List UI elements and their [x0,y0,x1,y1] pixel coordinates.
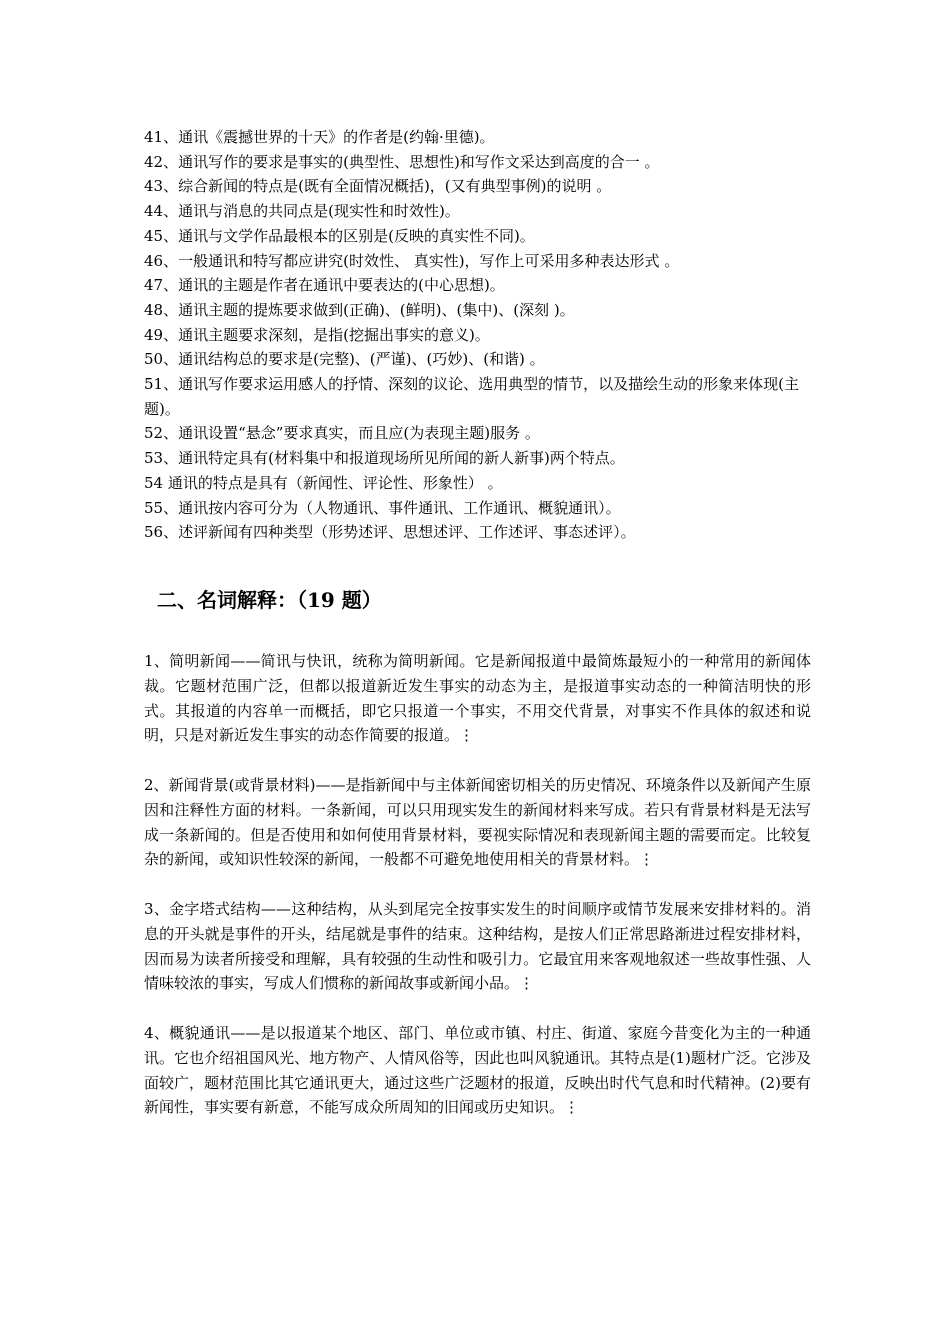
section-heading: 二、名词解释：（19 题） [157,588,382,612]
qa-item-56: 56、述评新闻有四种类型（形势述评、思想述评、工作述评、事态述评）。 [144,523,636,542]
qa-item-43: 43、综合新闻的特点是(既有全面情况概括)，(又有典型事例)的说明 。 [144,177,612,196]
qa-item-53: 53、通讯特定具有(材料集中和报道现场所见所闻的新人新事)两个特点。 [144,449,625,468]
qa-item-49: 49、通讯主题要求深刻，是指(挖掘出事实的意义)。 [144,325,490,344]
qa-item-45: 45、通讯与文学作品最根本的区别是(反映的真实性不同)。 [144,226,535,245]
term-definition-2: 2、新闻背景(或背景材料)——是指新闻中与主体新闻密切相关的历史情况、环境条件以及新闻产生原因和注释性方面的材料。一条新闻，可以只用现实发生的新闻材料来写成。若只有背景材料是无法写成一条新闻的。但是否使用和如何使用背景材料，要视实际情况和表现新闻主题的需要而定。比较复杂的新闻，或知识性较深的新闻，一般都不可避免地使用相关的背景材料。⋮ [144,775,811,869]
term-definition-3: 3、金字塔式结构——这种结构，从头到尾完全按事实发生的时间顺序或情节发展来安排材料的。消息的开头就是事件的开头，结尾就是事件的结束。这种结构，是按人们正常思路渐进过程安排材料，因而易为读者所接受和理解，具有较强的生动性和吸引力。它最宜用来客观地叙述一些故事性强、人情味较浓的事实，写成人们惯称的新闻故事或新闻小品。⋮ [144,899,811,993]
qa-item-51: 51、通讯写作要求运用感人的抒情、深刻的议论、选用典型的情节，以及描绘生动的形象来体现(主题)。 [144,375,799,418]
qa-item-47: 47、通讯的主题是作者在通讯中要表达的(中心思想)。 [144,276,505,295]
qa-item-46: 46、一般通讯和特写都应讲究(时效性、 真实性)，写作上可采用多种表达形式 。 [144,251,680,270]
qa-item-44: 44、通讯与消息的共同点是(现实性和时效性)。 [144,202,460,221]
term-definition-1: 1、简明新闻——简讯与快讯，统称为简明新闻。它是新闻报道中最简炼最短小的一种常用的新闻体裁。它题材范围广泛，但都以报道新近发生事实的动态为主，是报道事实动态的一种简洁明快的形式。其报道的内容单一而概括，即它只报道一个事实，不用交代背景，对事实不作具体的叙述和说明，只是对新近发生事实的动态作简要的报道。⋮ [144,652,811,745]
qa-item-54: 54 通讯的特点是具有（新闻性、评论性、形象性） 。 [144,473,503,492]
qa-item-50: 50、通讯结构总的要求是(完整)、(严谨)、(巧妙)、(和谐) 。 [144,350,545,369]
qa-item-52: 52、通讯设置“悬念”要求真实，而且应(为表现主题)服务 。 [144,424,540,443]
term-definitions [144,649,811,1145]
term-definition-4: 4、概貌通讯——是以报道某个地区、部门、单位或市镇、村庄、街道、家庭今昔变化为主的一种通讯。它也介绍祖国风光、地方物产、人情风俗等，因此也叫风貌通讯。其特点是(1)题材广泛。它涉及面较广，题材范围比其它通讯更大，通过这些广泛题材的报道，反映出时代气息和时代精神。(2)要有新闻性，事实要有新意，不能写成众所周知的旧闻或历史知识。⋮ [144,1023,811,1117]
qa-item-48: 48、通讯主题的提炼要求做到(正确)、(鲜明)、(集中)、(深刻 )。 [144,300,575,319]
qa-item-41: 41、通讯《震撼世界的十天》的作者是(约翰·里德)。 [144,128,495,146]
qa-item-55: 55、通讯按内容可分为（人物通讯、事件通讯、工作通讯、概貌通讯）。 [144,498,621,517]
fill-in-answers-list [144,125,814,545]
qa-item-42: 42、通讯写作的要求是事实的(典型性、思想性)和写作文采达到高度的合一 。 [144,152,660,171]
